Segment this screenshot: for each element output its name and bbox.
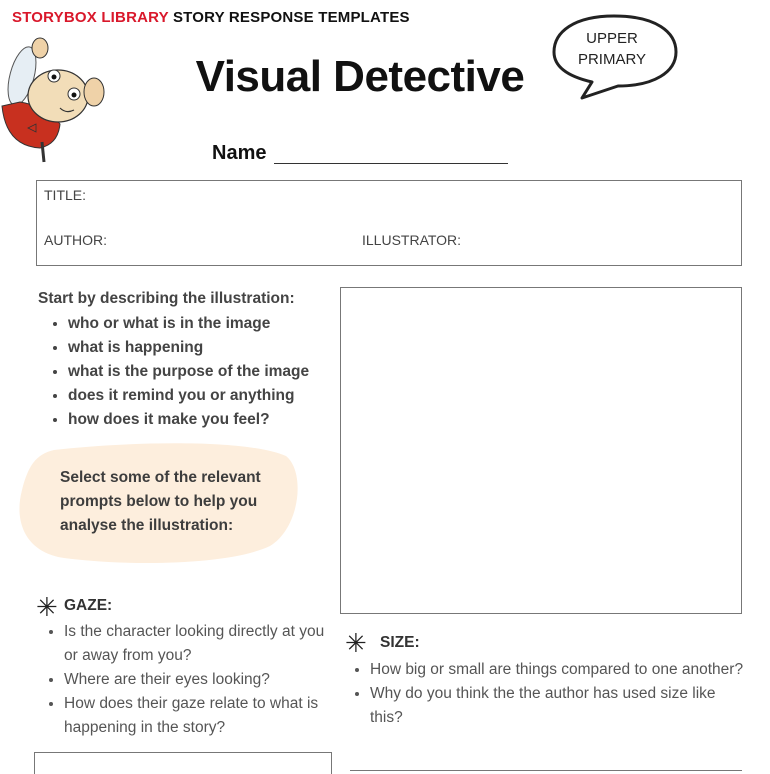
level-badge bbox=[566, 28, 658, 70]
size-heading: SIZE: bbox=[380, 634, 420, 651]
list-item: • how does it make you feel? bbox=[68, 408, 338, 432]
name-label: Name bbox=[212, 142, 267, 164]
level-line-2: PRIMARY bbox=[577, 51, 647, 68]
brand-name: STORYBOX LIBRARY bbox=[12, 9, 169, 26]
brand-subtitle: STORY RESPONSE TEMPLATES bbox=[172, 9, 410, 26]
mascot-illustration bbox=[0, 36, 112, 166]
gaze-list bbox=[38, 620, 334, 740]
list-item: • Why do you think the the author has used size like this? bbox=[370, 682, 744, 730]
gaze-answer-box[interactable] bbox=[34, 752, 332, 774]
illustrator-field-label: ILLUSTRATOR: bbox=[362, 232, 462, 248]
describe-section bbox=[38, 290, 338, 432]
level-line-1: UPPER bbox=[586, 30, 638, 47]
list-item: • what is happening bbox=[68, 336, 338, 360]
page-title: Visual Detective bbox=[195, 52, 525, 101]
list-item: • what is the purpose of the image bbox=[68, 360, 338, 384]
book-info-box bbox=[36, 180, 742, 266]
author-field-label: AUTHOR: bbox=[44, 232, 107, 248]
illustration-drawing-box[interactable] bbox=[340, 287, 742, 614]
list-item: • Is the character looking directly at you or away from you? bbox=[64, 620, 334, 668]
size-answer-box[interactable] bbox=[350, 770, 742, 774]
describe-heading: Start by describing the illustration: bbox=[38, 290, 295, 307]
size-section bbox=[344, 656, 744, 730]
brand-line bbox=[12, 9, 410, 26]
gaze-heading: GAZE: bbox=[64, 597, 113, 614]
describe-list bbox=[38, 312, 338, 432]
asterisk-star-icon: ✳ bbox=[36, 592, 58, 622]
title-field-label: TITLE: bbox=[44, 187, 87, 203]
name-input-line[interactable] bbox=[274, 163, 508, 164]
gaze-section bbox=[38, 618, 334, 740]
size-list bbox=[344, 658, 744, 730]
asterisk-star-icon: ✳ bbox=[345, 628, 367, 658]
prompt-text: Select some of the relevant prompts below to help you analyse the illustration: bbox=[60, 469, 261, 534]
list-item: • How does their gaze relate to what is happening in the story? bbox=[64, 692, 334, 740]
list-item: • How big or small are things compared to one another? bbox=[370, 658, 744, 682]
list-item: • Where are their eyes looking? bbox=[64, 668, 334, 692]
list-item: • does it remind you or anything bbox=[68, 384, 338, 408]
list-item: • who or what is in the image bbox=[68, 312, 338, 336]
